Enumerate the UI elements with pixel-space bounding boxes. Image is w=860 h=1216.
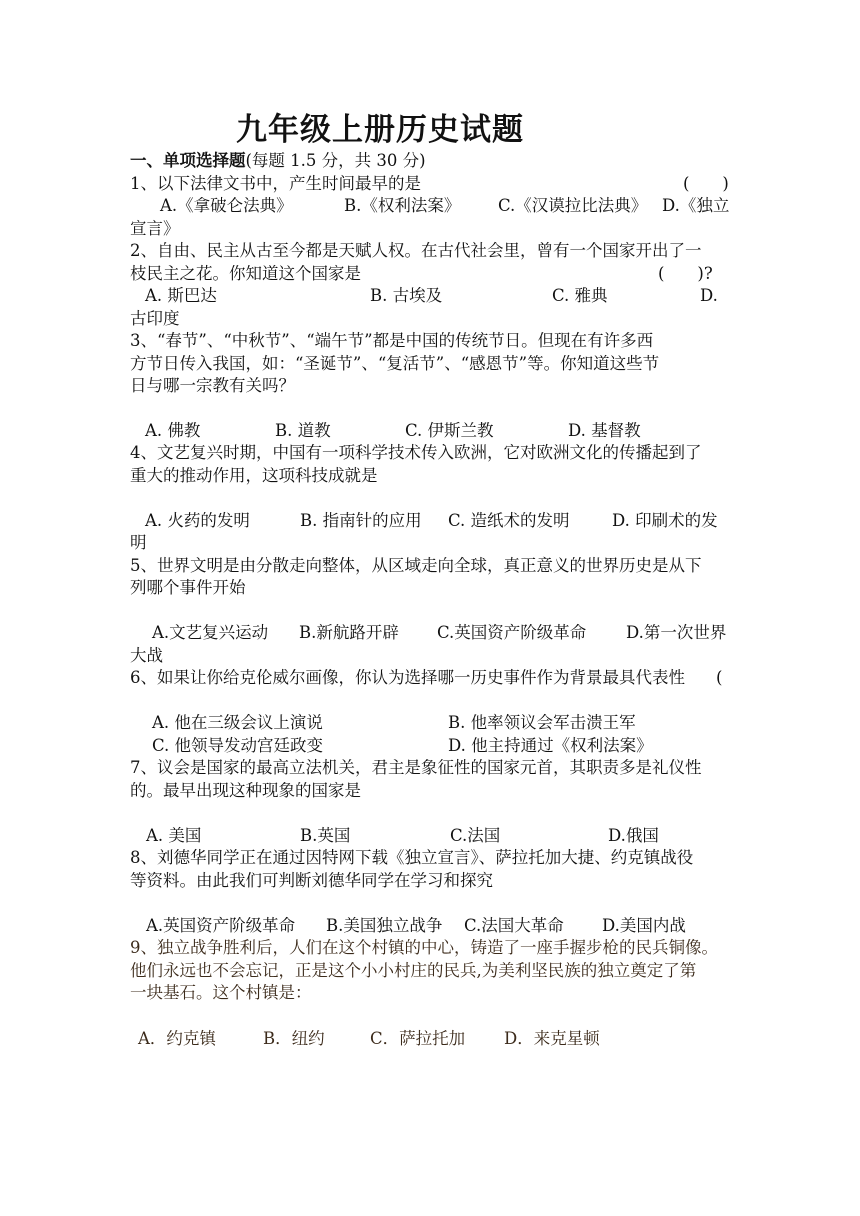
q9-line2: 他们永远也不会忘记，正是这个小小村庄的民兵,为美利坚民族的独立奠定了第 <box>130 961 697 980</box>
q1-option-d: D.《独立 <box>662 196 730 215</box>
q5-option-d: D.第一次世界 <box>626 623 727 642</box>
q4-line1: 4、文艺复兴时期，中国有一项科学技术传入欧洲，它对欧洲文化的传播起到了 <box>130 443 702 462</box>
q9-line3: 一块基石。这个村镇是： <box>130 983 312 1002</box>
q5-line1: 5、世界文明是由分散走向整体，从区域走向全球，真正意义的世界历史是从下 <box>130 556 702 575</box>
q1-answer-paren: ( ) <box>683 174 729 193</box>
q6-option-a: A. 他在三级会议上演说 <box>152 713 323 732</box>
q9-line1: 9、独立战争胜利后，人们在这个村镇的中心，铸造了一座手握步枪的民兵铜像。 <box>130 938 718 957</box>
section-note: (每题 1.5 分，共 30 分) <box>245 151 426 170</box>
q2-answer-paren: ( )? <box>658 264 713 283</box>
q7-line1: 7、议会是国家的最高立法机关，君主是象征性的国家元首，其职责多是礼仪性 <box>130 758 702 777</box>
q4-option-d-cont: 明 <box>130 533 147 552</box>
q3-option-c: C. 伊斯兰教 <box>405 421 494 440</box>
q6-option-d: D. 他主持通过《权利法案》 <box>448 736 653 755</box>
q1-stem: 1、以下法律文书中，产生时间最早的是 <box>130 174 421 193</box>
q8-option-d: D.美国内战 <box>602 916 686 935</box>
q3-line3: 日与哪一宗教有关吗？ <box>130 376 295 395</box>
q2-option-c: C. 雅典 <box>552 286 608 305</box>
q4-option-a: A. 火药的发明 <box>145 511 250 530</box>
section-heading: 一、单项选择题 <box>130 151 246 170</box>
q1-option-a: A.《拿破仑法典》 <box>160 196 293 215</box>
q5-option-d-cont: 大战 <box>130 646 163 665</box>
section-heading-line <box>130 150 426 172</box>
q8-option-a: A.英国资产阶级革命 <box>146 916 296 935</box>
q3-option-b: B. 道教 <box>275 421 331 440</box>
q6-line1: 6、如果让你给克伦威尔画像，你认为选择哪一历史事件作为背景最具代表性 <box>130 668 685 687</box>
q7-option-a: A. 美国 <box>146 826 202 845</box>
q8-option-b: B.美国独立战争 <box>326 916 443 935</box>
q2-line2: 枝民主之花。你知道这个国家是 <box>130 264 361 283</box>
q3-line2: 方节日传入我国，如：“圣诞节”、“复活节”、“感恩节”等。你知道这些节 <box>130 354 660 373</box>
q2-line1: 2、自由、民主从古至今都是天赋人权。在古代社会里，曾有一个国家开出了一 <box>130 241 702 260</box>
q4-option-d: D. 印刷术的发 <box>612 511 718 530</box>
q9-option-d: D．来克星顿 <box>504 1029 600 1048</box>
q2-option-d: D. <box>700 286 718 305</box>
q7-option-d: D.俄国 <box>608 826 659 845</box>
q2-option-b: B. 古埃及 <box>370 286 443 305</box>
q5-line2: 列哪个事件开始 <box>130 578 246 597</box>
q1-option-b: B.《权利法案》 <box>344 196 461 215</box>
q8-line1: 8、刘德华同学正在通过因特网下载《独立宣言》、萨拉托加大捷、约克镇战役 <box>130 848 694 867</box>
q9-option-b: B．纽约 <box>263 1029 325 1048</box>
q1-option-d-cont: 宣言》 <box>130 219 180 238</box>
q3-option-d: D. 基督教 <box>568 421 641 440</box>
q5-option-b: B.新航路开辟 <box>299 623 399 642</box>
q1-option-c: C.《汉谟拉比法典》 <box>498 196 648 215</box>
q8-line2: 等资料。由此我们可判断刘德华同学在学习和探究 <box>130 871 493 890</box>
q3-line1: 3、“春节”、“中秋节”、“端午节”都是中国的传统节日。但现在有许多西 <box>130 331 654 350</box>
q4-line2: 重大的推动作用，这项科技成就是 <box>130 466 378 485</box>
q9-option-c: C．萨拉托加 <box>370 1029 466 1048</box>
q6-option-b: B. 他率领议会军击溃王军 <box>448 713 636 732</box>
q7-option-b: B.英国 <box>300 826 351 845</box>
q2-option-a: A. 斯巴达 <box>145 286 217 305</box>
q7-line2: 的。最早出现这种现象的国家是 <box>130 781 361 800</box>
q7-option-c: C.法国 <box>450 826 501 845</box>
q4-option-c: C. 造纸术的发明 <box>448 511 570 530</box>
page-title: 九年级上册历史试题 <box>236 112 524 148</box>
q4-option-b: B. 指南针的应用 <box>300 511 422 530</box>
q8-option-c: C.法国大革命 <box>464 916 564 935</box>
q5-option-a: A.文艺复兴运动 <box>152 623 269 642</box>
q6-answer-paren: ( <box>716 668 723 687</box>
q3-option-a: A. 佛教 <box>145 421 201 440</box>
q6-option-c: C. 他领导发动宫廷政变 <box>152 736 324 755</box>
q5-option-c: C.英国资产阶级革命 <box>437 623 587 642</box>
q2-option-d-cont: 古印度 <box>130 309 180 328</box>
q9-option-a: A．约克镇 <box>138 1029 216 1048</box>
